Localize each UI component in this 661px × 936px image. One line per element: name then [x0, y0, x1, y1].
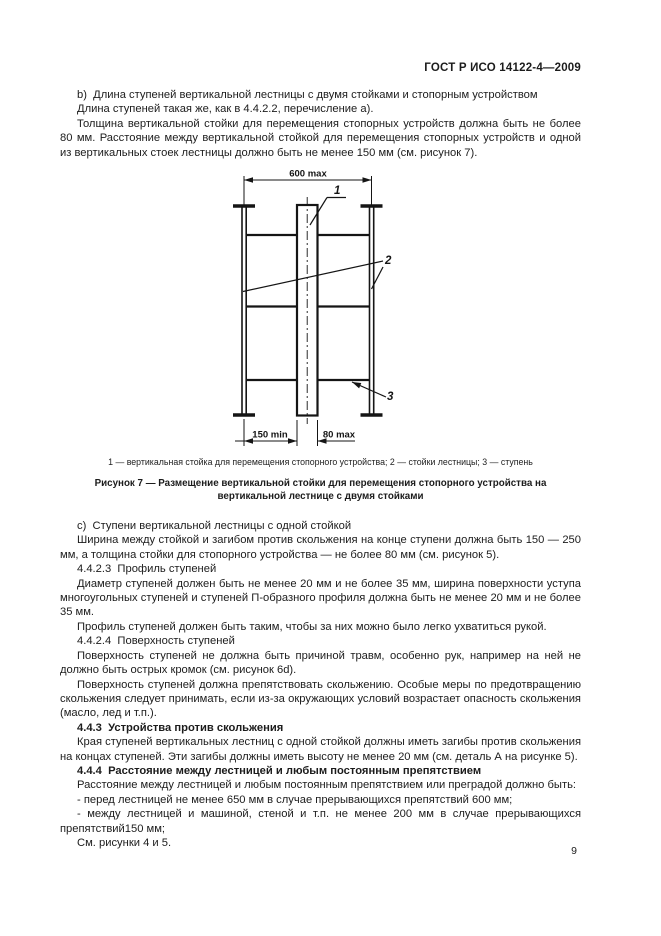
paragraph: Края ступеней вертикальных лестниц с одной стойкой должны иметь загибы против скольжения на концах ступеней. Эти загибы должны иметь высоту не менее 20 мм (см. деталь А на рисунке 5). — [60, 736, 581, 763]
ladder-structure — [233, 197, 383, 424]
paragraph: - перед лестницей не менее 650 мм в случае прерывающихся препятствий 600 мм; — [77, 793, 513, 806]
paragraph: 4.4.3 Устройства против скольжения — [77, 721, 284, 734]
callout-2-label: 2 — [385, 255, 392, 268]
dim-bottom-right-label: 80 max — [322, 429, 356, 441]
page-number: 9 — [571, 845, 577, 857]
paragraph: b) Длина ступеней вертикальной лестницы с двумя стойками и стопорным устройством — [77, 89, 538, 101]
rungs — [246, 235, 370, 380]
paragraph: Поверхность ступеней не должна быть причиной травм, особенно рук, например на ней не должно быть острых кромок (см. рисунок 6d). — [60, 649, 581, 677]
paragraph: - между лестницей и машиной, стеной и т.п. не менее 200 мм в случае прерывающихся препятствий150 мм; — [60, 808, 581, 835]
paragraph: 4.4.4 Расстояние между лестницей и любым постоянным препятствием — [77, 764, 482, 777]
paragraph: Диаметр ступеней должен быть не менее 20 мм и не более 35 мм, ширина поверхности уступа многоугольных ступеней и ступеней П-образного профиля должна быть не менее 20 мм и не более 35 мм. — [60, 577, 581, 619]
paragraph: Длина ступеней такая же, как в 4.4.2.2, перечисление а). — [77, 103, 374, 116]
figure-block — [60, 168, 581, 503]
callout-leaders — [243, 198, 386, 398]
paragraph: См. рисунки 4 и 5. — [77, 836, 172, 849]
figure-legend: 1 — вертикальная стойка для перемещения стопорного устройства; 2 — стойки лестницы; 3 — ступень — [108, 457, 533, 468]
paragraph: Расстояние между лестницей и любым постоянным препятствием или преградой должно быть: — [77, 779, 577, 792]
text-before-figure — [60, 88, 581, 160]
paragraph: c) Ступени вертикальной лестницы с одной стойкой — [77, 520, 352, 533]
callout-3-label: 3 — [387, 391, 394, 404]
paragraph: Ширина между стойкой и загибом против скольжения на конце ступени должна быть 150 — 250 мм, а толщина стойки для стопорного устройства — не более 80 мм (см. рисунок 5). — [60, 534, 581, 561]
text-after-figure — [60, 519, 581, 850]
figure-caption: Рисунок 7 — Размещение вертикальной стойки для перемещения стопорного устройства на вертикальной лестнице с двумя стойками — [94, 478, 547, 502]
document-header-title: ГОСТ Р ИСО 14122-4—2009 — [424, 62, 581, 74]
paragraph: Профиль ступеней должен быть таким, чтобы за них можно было легко ухватиться рукой. — [77, 620, 547, 633]
dim-bottom-left-label: 150 min — [252, 429, 288, 441]
dimension-lines — [235, 176, 372, 446]
dimension-labels — [252, 169, 356, 441]
callout-1-label: 1 — [334, 185, 341, 198]
callout-labels — [334, 185, 394, 403]
figure-drawing — [200, 168, 480, 453]
paragraph: 4.4.2.3 Профиль ступеней — [77, 563, 217, 576]
paragraph: Поверхность ступеней должна препятствовать скольжению. Особые меры по предотвращению скольжения следует принимать, если из-за окружающих условий возрастает опасность скольжения (масло, лед и т.п.). — [60, 678, 581, 720]
paragraph: Толщина вертикальной стойки для перемещения стопорных устройств должна быть не более 80 мм. Расстояние между вертикальной стойкой для перемещения стопорных устройств и одной из вертикальных стоек лестницы должно быть не менее 150 мм (см. рисунок 7). — [60, 117, 581, 159]
paragraph: 4.4.2.4 Поверхность ступеней — [77, 635, 235, 648]
dim-top-label: 600 max — [289, 168, 327, 180]
document-body — [60, 88, 581, 850]
